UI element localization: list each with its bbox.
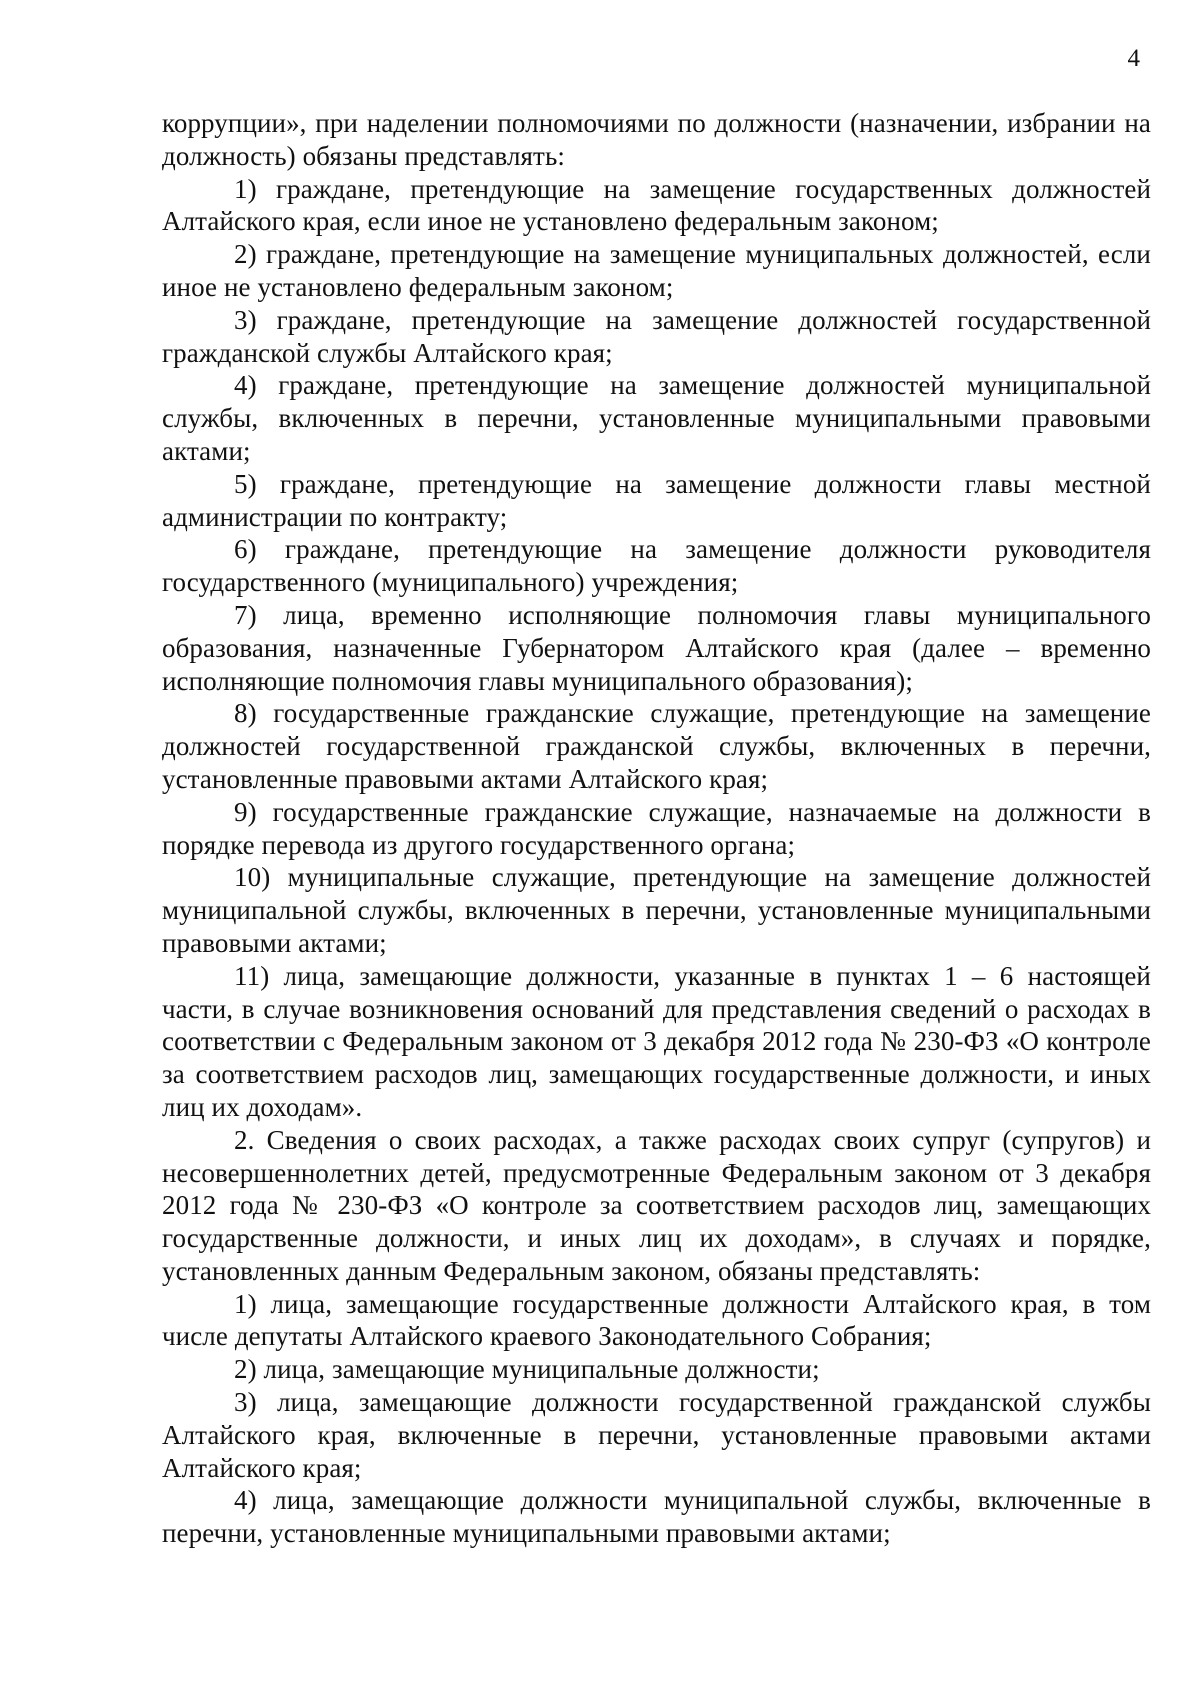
paragraph-item-4: 4) граждане, претендующие на замещение должностей муниципальной службы, включенных в перечни, установленные муниципальными правовыми актами; <box>162 370 1151 466</box>
paragraph-section-2-item-4: 4) лица, замещающие должности муниципальной службы, включенные в перечни, установленные муниципальными правовыми актами; <box>162 1485 1151 1549</box>
paragraph-item-8: 8) государственные гражданские служащие, претендующие на замещение должностей государственной гражданской службы, включенных в перечни, установленные правовыми актами Алтайского края; <box>162 698 1151 794</box>
paragraph-item-2: 2) граждане, претендующие на замещение муниципальных должностей, если иное не установлено федеральным законом; <box>162 239 1151 302</box>
paragraph-item-7: 7) лица, временно исполняющие полномочия главы муниципального образования, назначенные Губернатором Алтайского края (далее – временно исполняющие полномочия главы муниципального образования); <box>162 599 1151 696</box>
paragraph-intro: коррупции», при наделении полномочиями по должности (назначении, избрании на должность) обязаны представлять: <box>162 108 1151 171</box>
paragraph-item-10: 10) муниципальные служащие, претендующие на замещение должностей муниципальной службы, включенных в перечни, установленные муниципальными правовыми актами; <box>162 862 1151 958</box>
paragraph-section-2-item-1: 1) лица, замещающие государственные должности Алтайского края, в том числе депутаты Алтайского краевого Законодательного Собрания; <box>162 1288 1151 1352</box>
paragraph-section-2-item-3: 3) лица, замещающие должности государственной гражданской службы Алтайского края, включенные в перечни, установленные правовыми актами Алтайского края; <box>162 1387 1151 1483</box>
paragraph-section-2: 2. Сведения о своих расходах, а также расходах своих супруг (супругов) и несовершеннолетних детей, предусмотренные Федеральным законом от 3 декабря 2012 года № 230-ФЗ «О контроле за соответствием расходов лиц, замещающих государственные должности, и иных лиц их доходам», в случаях и порядке, установленных данным Федеральным законом, обязаны представлять: <box>162 1124 1151 1286</box>
page-number: 4 <box>1127 45 1140 72</box>
paragraph-section-2-item-2: 2) лица, замещающие муниципальные должности; <box>234 1354 820 1385</box>
paragraph-item-11: 11) лица, замещающие должности, указанные в пунктах 1 – 6 настоящей части, в случае возникновения оснований для представления сведений о расходах в соответствии с Федеральным законом от 3 декабря 2012 года № 230-ФЗ «О контроле за соответствием расходов лиц, замещающих государственные должности, и иных лиц их доходам». <box>162 960 1151 1122</box>
paragraph-item-1: 1) граждане, претендующие на замещение государственных должностей Алтайского края, если иное не установлено федеральным законом; <box>162 173 1151 237</box>
paragraph-item-5: 5) граждане, претендующие на замещение должности главы местной администрации по контракту; <box>162 468 1151 532</box>
document-body <box>162 107 1151 1550</box>
paragraph-item-6: 6) граждане, претендующие на замещение должности руководителя государственного (муниципального) учреждения; <box>162 534 1151 598</box>
paragraph-item-3: 3) граждане, претендующие на замещение должностей государственной гражданской службы Алтайского края; <box>162 304 1151 368</box>
paragraph-item-9: 9) государственные гражданские служащие, назначаемые на должности в порядке перевода из другого государственного органа; <box>162 796 1151 860</box>
